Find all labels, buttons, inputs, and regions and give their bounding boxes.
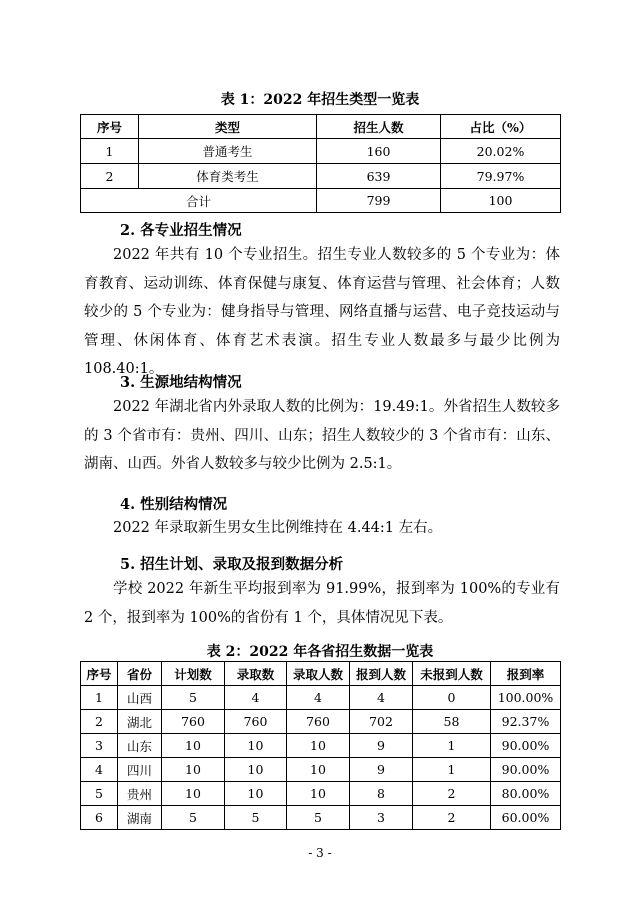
- table-cell: 5: [162, 686, 225, 710]
- table-cell: 10: [225, 782, 287, 806]
- page-number: - 3 -: [308, 846, 332, 860]
- table-cell: 四川: [118, 758, 162, 782]
- table-cell: 10: [225, 734, 287, 758]
- table1-header-cell: 招生人数: [317, 115, 441, 139]
- total-count: 799: [317, 189, 441, 213]
- total-ratio: 100: [441, 189, 561, 213]
- table-cell: 5: [225, 806, 287, 830]
- table-cell: 58: [413, 710, 491, 734]
- table-cell: 普通考生: [139, 139, 317, 164]
- table-cell: 10: [162, 758, 225, 782]
- table-cell: 1: [81, 686, 118, 710]
- table-cell: 4: [81, 758, 118, 782]
- table-row: [81, 734, 561, 758]
- table2-header-cell: 未报到人数: [413, 662, 491, 686]
- table2-header-cell: 省份: [118, 662, 162, 686]
- table-cell: 5: [287, 806, 350, 830]
- table-cell: 2: [413, 782, 491, 806]
- table1: [80, 114, 561, 213]
- total-label: 合计: [81, 189, 317, 213]
- table-cell: 90.00%: [491, 758, 561, 782]
- table-row: [81, 164, 561, 189]
- table2-header-cell: 报到人数: [350, 662, 413, 686]
- table2-header-cell: 录取数: [225, 662, 287, 686]
- table-cell: 5: [81, 782, 118, 806]
- section2-heading: 2. 各专业招生情况: [120, 222, 242, 239]
- table-cell: 760: [225, 710, 287, 734]
- table-cell: 体育类考生: [139, 164, 317, 189]
- table-cell: 100.00%: [491, 686, 561, 710]
- table2-header-row: [81, 662, 561, 686]
- section4-heading: 4. 性别结构情况: [120, 496, 228, 513]
- table-cell: 8: [350, 782, 413, 806]
- section5-paragraph: 学校 2022 年新生平均报到率为 91.99%，报到率为 100%的专业有 2 个，报到率为 100%的省份有 1 个，具体情况见下表。: [84, 581, 560, 626]
- table-cell: 5: [162, 806, 225, 830]
- table-cell: 10: [287, 782, 350, 806]
- table2-caption: 表 2：2022 年各省招生数据一览表: [206, 644, 434, 660]
- table-cell: 3: [81, 734, 118, 758]
- table-cell: 2: [413, 806, 491, 830]
- table-cell: 10: [225, 758, 287, 782]
- table2-header-cell: 计划数: [162, 662, 225, 686]
- section2-paragraph: 2022 年共有 10 个专业招生。招生专业人数较多的 5 个专业为：体育教育、运动训练、体育保健与康复、体育运营与管理、社会体育；人数较少的 5 个专业为：健身指导与管理、网络直播与运营、电子竞技运动与管理、休闲体育、体育艺术表演。招生专业人数最多与最少比例为 108.40:1。: [84, 247, 560, 377]
- table-cell: 贵州: [118, 782, 162, 806]
- table-cell: 湖南: [118, 806, 162, 830]
- section5-heading: 5. 招生计划、录取及报到数据分析: [120, 556, 344, 573]
- section4-body: [84, 514, 560, 543]
- table-row: [81, 139, 561, 164]
- table-cell: 60.00%: [491, 806, 561, 830]
- table-cell: 山西: [118, 686, 162, 710]
- table-cell: 4: [350, 686, 413, 710]
- table-cell: 9: [350, 734, 413, 758]
- table-cell: 760: [287, 710, 350, 734]
- table-cell: 1: [81, 139, 139, 164]
- section3-paragraph: 2022 年湖北省内外录取人数的比例为：19.49:1。外省招生人数较多的 3 个省市有：贵州、四川、山东；招生人数较少的 3 个省市有：山东、湖南、山西。外省人数较多与较少比例为 2.5:1。: [84, 399, 560, 472]
- table-cell: 639: [317, 164, 441, 189]
- table-cell: 20.02%: [441, 139, 561, 164]
- table1-header-cell: 序号: [81, 115, 139, 139]
- table1-header-cell: 类型: [139, 115, 317, 139]
- table-cell: 1: [413, 734, 491, 758]
- table-row: [81, 710, 561, 734]
- table-cell: 山东: [118, 734, 162, 758]
- section3-heading: 3. 生源地结构情况: [120, 374, 242, 391]
- table2-header-cell: 报到率: [491, 662, 561, 686]
- table-cell: 4: [225, 686, 287, 710]
- table-cell: 79.97%: [441, 164, 561, 189]
- table-cell: 3: [350, 806, 413, 830]
- table-cell: 9: [350, 758, 413, 782]
- table1-header-row: [81, 115, 561, 139]
- section3-body: [84, 393, 560, 479]
- table1-caption: 表 1：2022 年招生类型一览表: [220, 92, 420, 108]
- table-cell: 760: [162, 710, 225, 734]
- table-cell: 10: [287, 758, 350, 782]
- table-cell: 90.00%: [491, 734, 561, 758]
- table1-header-cell: 占比（%）: [441, 115, 561, 139]
- table1-total-row: [81, 189, 561, 213]
- table-cell: 4: [287, 686, 350, 710]
- table-row: [81, 806, 561, 830]
- table-cell: 0: [413, 686, 491, 710]
- table-cell: 80.00%: [491, 782, 561, 806]
- table2: [80, 661, 561, 830]
- table-cell: 6: [81, 806, 118, 830]
- table-cell: 702: [350, 710, 413, 734]
- table-cell: 160: [317, 139, 441, 164]
- table2-header-cell: 录取人数: [287, 662, 350, 686]
- table-cell: 2: [81, 164, 139, 189]
- table-cell: 2: [81, 710, 118, 734]
- table-cell: 92.37%: [491, 710, 561, 734]
- table-cell: 10: [162, 782, 225, 806]
- table-cell: 10: [162, 734, 225, 758]
- table-row: [81, 758, 561, 782]
- section5-body: [84, 575, 560, 632]
- table2-header-cell: 序号: [81, 662, 118, 686]
- section2-body: [84, 241, 560, 384]
- table-cell: 湖北: [118, 710, 162, 734]
- table-cell: 10: [287, 734, 350, 758]
- table-row: [81, 686, 561, 710]
- table-cell: 1: [413, 758, 491, 782]
- table-row: [81, 782, 561, 806]
- section4-paragraph: 2022 年录取新生男女生比例维持在 4.44:1 左右。: [113, 520, 443, 536]
